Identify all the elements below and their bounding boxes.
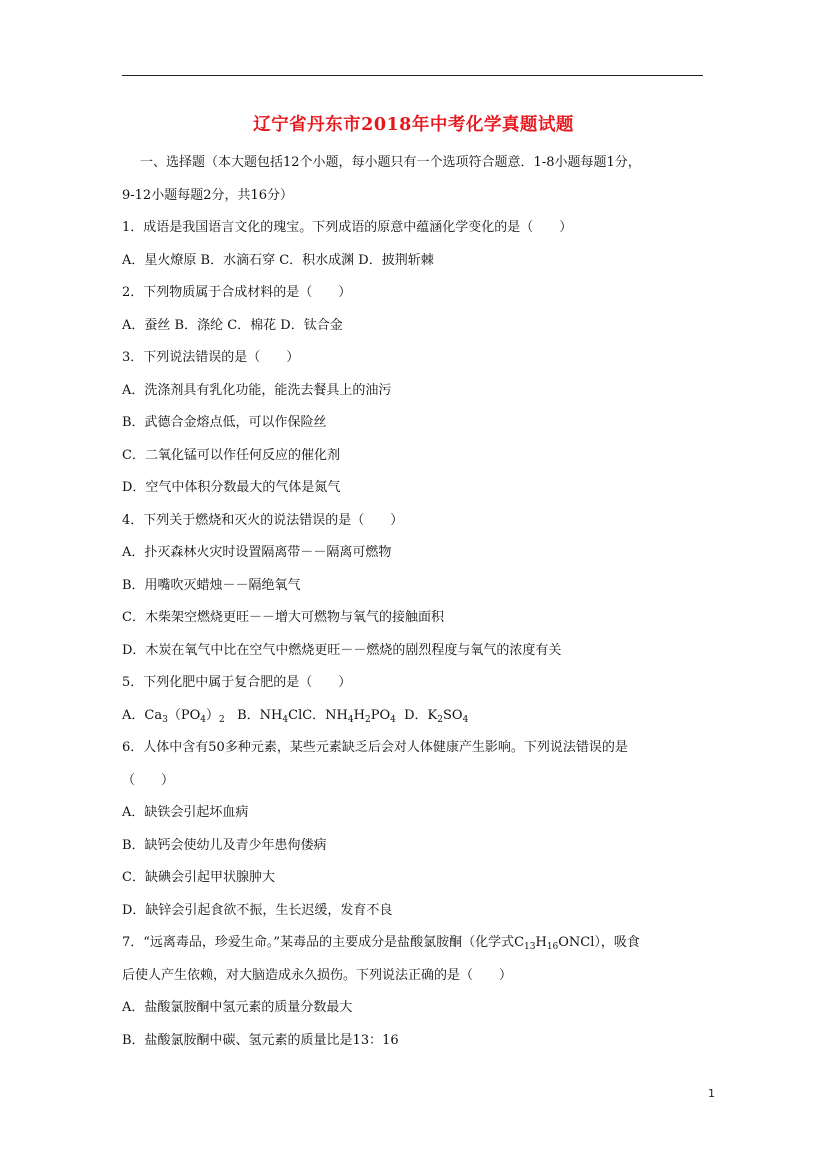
question-3-option-d: D．空气中体积分数最大的气体是氮气 [122,480,341,495]
question-5-stem: 5．下列化肥中属于复合肥的是（ ） [122,675,352,690]
question-7-option-b: B．盐酸氯胺酮中碳、氢元素的质量比是13：16 [122,1032,399,1048]
document-title: 辽宁省丹东市2018年中考化学真题试题 [253,115,574,135]
question-6-option-a: A．缺铁会引起坏血病 [122,805,249,820]
q5-option-d: D．$K_2SO_4$ [404,707,469,725]
q5-option-a: A．$Ca_3(PO_4)_2$ [122,707,225,725]
question-4-stem: 4．下列关于燃烧和灭火的说法错误的是（ ） [122,512,404,528]
section-heading-line1: 一、选择题（本大题包括12个小题，每小题只有一个选项符合题意．1-8小题每题1分， [140,155,641,170]
question-7-stem-line2: 后使人产生依赖，对大脑造成永久损伤。下列说法正确的是（ ） [122,967,513,983]
question-4-option-d: D．木炭在氧气中比在空气中燃烧更旺－－燃烧的剧烈程度与氧气的浓度有关 [122,642,562,658]
question-2-stem: 2．下列物质属于合成材料的是（ ） [122,285,352,300]
question-4-option-c: C．木柴架空燃烧更旺－－增大可燃物与氧气的接触面积 [122,610,444,625]
question-3-stem: 3．下列说法错误的是（ ） [122,350,300,365]
q5-option-b: B．$NH_4Cl$ [237,707,303,725]
question-4-option-a: A．扑灭森林火灾时设置隔离带－－隔离可燃物 [122,545,392,560]
question-3-option-c: C．二氧化锰可以作任何反应的催化剂 [122,447,340,463]
document-body [122,147,707,1057]
question-5-options [122,700,707,733]
header-rule [122,75,703,76]
q5-option-c: C．$NH_4H_2PO_4$ [302,707,396,725]
question-6-stem-line1: 6．人体中含有50多种元素，某些元素缺乏后会对人体健康产生影响。下列说法错误的是 [122,740,628,755]
question-7-option-a: A．盐酸氯胺酮中氢元素的质量分数最大 [122,1000,353,1015]
question-6-option-d: D．缺锌会引起食欲不振，生长迟缓，发育不良 [122,902,393,918]
page-number: 1 [708,1087,715,1100]
question-3-option-b: B．武德合金熔点低，可以作保险丝 [122,415,327,430]
question-6-option-c: C．缺碘会引起甲状腺肿大 [122,870,275,885]
question-1-options: A．星火燎原 B．水滴石穿 C．积水成渊 D．披荆斩棘 [122,252,434,268]
section-heading-line2: 9-12小题每题2分，共16分） [122,187,294,203]
question-3-option-a: A．洗涤剂具有乳化功能，能洗去餐具上的油污 [122,382,392,398]
question-2-options: A．蚕丝 B．涤纶 C．棉花 D．钛合金 [122,317,343,333]
question-1-stem: 1．成语是我国语言文化的瑰宝。下列成语的原意中蕴涵化学变化的是（ ） [122,220,573,235]
question-6-stem-line2: （ ） [122,772,175,788]
question-6-option-b: B．缺钙会使幼儿及青少年患佝偻病 [122,837,327,853]
question-4-option-b: B．用嘴吹灭蜡烛－－隔绝氧气 [122,577,301,593]
question-7-stem-line1: 7．“远离毒品，珍爱生命。”某毒品的主要成分是盐酸氯胺酮（化学式$C_{13}H_{16}ONCl$），吸食 [122,935,640,952]
